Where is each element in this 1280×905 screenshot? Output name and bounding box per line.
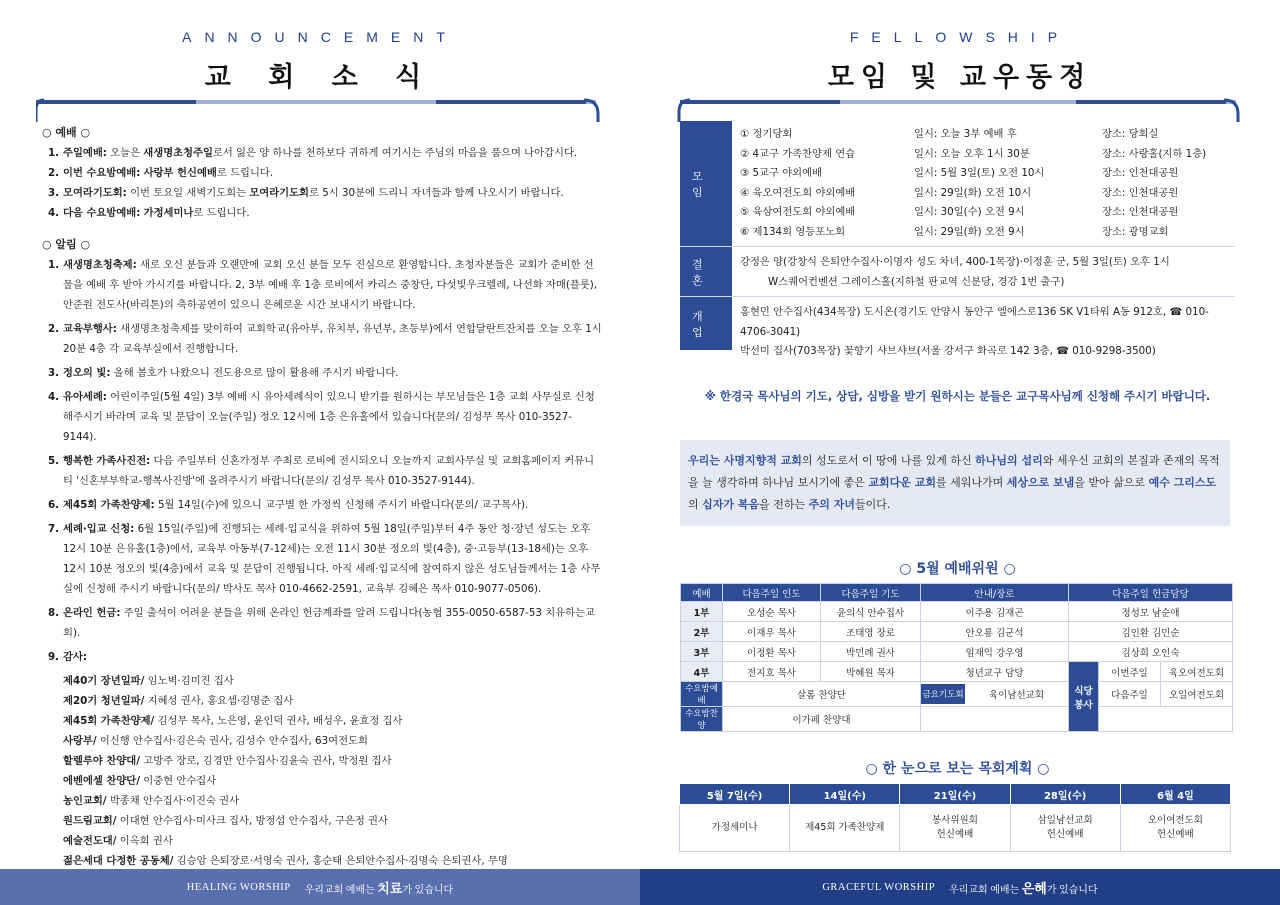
item-label: 제45회 가족찬양제: [63,499,155,511]
thanks-names: 지혜성 권사, 홍요셉·김명준 집사 [144,695,294,707]
item-number: 7. [48,523,60,535]
thanks-names: 이대현 안수집사·미사크 집사, 방정섭 안수집사, 구은정 권사 [116,815,388,827]
fri-label: 금요기도회 [921,684,965,704]
meeting-time: 일시: 29일(화) 오전 10시 [914,186,1032,199]
item-label: 모여라기도회: [63,187,127,199]
notice-item [42,495,602,515]
item-number: 2. [48,323,60,335]
plan-event [900,805,1010,852]
notice-item [42,363,602,383]
wedding-label: 결 혼 [680,247,732,296]
fri-cell [921,682,1069,707]
thanks-group: 농인교회/ [63,795,107,807]
thanks-names: 이옥희 권사 [116,835,173,847]
meeting-name: ⑥ 제134회 영등포노회 [740,225,846,238]
vision-text: 을 전하는 [759,498,809,511]
fellowship-page [640,0,1280,905]
meeting-item [740,145,1235,165]
business-text [732,297,1235,357]
thanks-item [42,831,602,851]
plan-event-line: 제45회 가족찬양제 [805,822,885,833]
lead-cell: 전지호 목사 [723,662,821,682]
worship-item [42,183,602,203]
usher-cell: 안오룡 김군석 [921,622,1069,642]
plan-event [680,805,790,852]
worship-table-row [681,642,1233,662]
item-number: 6. [48,499,60,511]
plan-event [790,805,900,852]
offering-cell: 정성모 남순애 [1069,602,1233,622]
meeting-place: 장소: 사랑홀(지하 1층) [1102,147,1207,160]
dining-when: 이번주일 [1099,662,1161,682]
section-eyebrow: ANNOUNCEMENT [182,29,458,45]
meeting-place: 장소: 인천대공원 [1102,186,1179,199]
plan-title: ○ 한 눈으로 보는 목회계획 ○ [865,761,1050,777]
meeting-item [740,164,1235,184]
notice-item [42,519,602,599]
worship-table-header: 예배 [681,584,723,602]
item-text [63,451,602,491]
vision-highlight: 우리는 사명지향적 교회 [688,454,802,467]
item-body: 새생명초청축제를 맞이하여 교회학교(유아부, 유치부, 유년부, 초등부)에서 연합달란트잔치를 오늘 오후 1시 20분 4층 각 교육부실에서 진행합니다. [63,323,602,355]
meeting-time: 일시: 29일(화) 오전 9시 [914,225,1025,238]
worship-table-header: 다음주일 기도 [821,584,921,602]
item-number: 8. [48,607,60,619]
item-number: 1. [48,147,60,159]
item-body: 주일 출석이 어려운 분들을 위해 온라인 헌금계좌를 알려 드립니다(농협 355-0050-6587-53 치유하는교회). [63,607,595,639]
meeting-place: 장소: 인천대공원 [1102,206,1179,218]
thanks-item [42,811,602,831]
item-label: 행복한 가족사진전: [63,455,151,467]
item-body: 새로 오신 분들과 오랜만에 교회 오신 분들 모두 진심으로 환영합니다. 초청자분들은 교회가 준비한 선물을 예배 후 받아 가시기를 바랍니다. 2, 3부 예배 후 1층 로비에서 카리스 중창단, 다섯빛우크렐레, 나선화 자매(플룻), 안준원 전도사(바리톤)의 축하공연이 있으니 은혜로운 시간 보내시기 바랍니다. [63,259,598,311]
business-line: 박선미 집사(703목장) 꽃향기 샤브샤브(서울 강서구 화곡로 142 3층, ☎ 010-9298-3500) [740,345,1156,357]
worship-table-row [681,707,1233,732]
meeting-item [740,125,1235,145]
worship-table-row [681,622,1233,642]
item-highlight: 새생명초청주일 [143,147,213,159]
thanks-group: 에벤에셀 찬양단/ [63,775,140,787]
dining-label: 식당봉사 [1069,662,1099,732]
vision-text: 을 받아 삶으로 [1074,476,1149,489]
item-text [63,163,602,183]
page-footer [640,869,1280,905]
item-number: 9. [48,651,60,663]
wedding-line: 강정은 양(강창식 은퇴안수집사·이명자 성도 차녀, 400-1목장)·이정훈 군, 5월 3일(토) 오후 1시 [740,256,1170,268]
lead-cell: 이정환 목사 [723,642,821,662]
footer-tagline-en: GRACEFUL WORSHIP [822,881,936,893]
item-body: 올해 봄호가 나왔으니 전도용으로 많이 활용해 주시기 바랍니다. [110,367,399,379]
plan-event-line: 헌신예배 [1046,829,1084,840]
item-text [63,363,602,383]
item-number: 3. [48,367,60,379]
thanks-item [42,691,602,711]
worship-table-header: 안내/장로 [921,584,1069,602]
item-number: 5. [48,455,60,467]
vision-text: 의 [688,498,703,511]
business-row [680,297,1235,357]
dining-group: 육오여전도회 [1161,662,1233,682]
meeting-time: 일시: 오늘 3부 예배 후 [914,128,1017,140]
item-text [63,319,602,359]
meeting-time: 일시: 30일(수) 오전 9시 [914,206,1025,218]
church-vision [680,440,1230,526]
meeting-name: ⑤ 육삼여전도회 야외예배 [740,206,856,218]
plan-event-line: 봉사위원회 [932,815,978,826]
pastor-notice: ※ 한경국 목사님의 기도, 상담, 심방을 받기 원하시는 분들은 교구목사님께 신청해 주시기 바랍니다. [704,389,1211,403]
meeting-place: 장소: 광명교회 [1102,225,1169,238]
empty-cell [921,707,1069,732]
service-label: 3부 [681,642,723,662]
item-post: 로 드립니다. [216,167,274,179]
footer-tagline-ko: 우리교회 예배는 은혜가 있습니다 [949,880,1098,896]
worship-committee-title: ○ 5월 예배위원 ○ [899,561,1016,577]
page-title: 모임 및 교우동정 [827,62,1093,93]
plan-date: 6월 4일 [1120,784,1230,805]
thanks-names: 고방주 장로, 김경만 안수집사·김윤숙 권사, 박정원 집사 [139,755,392,767]
item-post: 로 드립니다. [193,207,250,219]
service-label: 2부 [681,622,723,642]
thanks-item [42,851,602,871]
worship-table-header: 다음주일 인도 [723,584,821,602]
plan-event-line: 오이여전도회 [1147,815,1203,826]
worship-table-row [681,662,1233,682]
item-body: 5월 14일(수)에 있으니 교구별 한 가정씩 신청해 주시기 바랍니다(문의/ 교구목사). [154,499,529,511]
worship-item [42,203,602,223]
vision-highlight: 교회다운 교회 [868,476,936,489]
item-text [63,203,602,223]
item-label: 온라인 헌금: [63,607,121,619]
thanks-group: 원드림교회/ [63,815,117,827]
worship-item [42,163,602,183]
wedding-line: W스퀘어컨벤션 그레이스홀(지하철 판교역 신분당, 경강 1번 출구) [768,275,1065,288]
wedding-row [680,247,1235,297]
item-label: 유아세례: [63,391,107,403]
wed2-label: 수요밤찬양 [681,707,723,732]
meeting-row [680,121,1235,247]
plan-event [1010,805,1120,852]
item-post: 로서 잃은 양 하나를 천하보다 귀하게 여기시는 주님의 마음을 품으며 나아갑시다. [212,147,578,159]
page-footer [0,869,640,905]
item-text [63,255,602,315]
prayer-cell: 윤의식 안수집사 [821,602,921,622]
vision-highlight: 주의 자녀 [808,498,855,511]
item-pre: 이번 토요일 새벽기도회는 [126,187,250,199]
item-number: 3. [48,187,60,199]
plan-event-line: 헌신예배 [936,829,974,840]
prayer-cell: 박민례 권사 [821,642,921,662]
thanks-names: 이신행 안수집사·김은숙 권사, 김성수 안수집사, 63여전도회 [96,735,368,747]
usher-cell: 이주용 김재곤 [921,602,1069,622]
fri-value: 육이남선교회 [988,690,1045,701]
notice-item [42,647,602,667]
meeting-name: ③ 5교구 야외예배 [740,167,823,179]
item-number: 4. [48,391,60,403]
offering-cell: 김인환 김민순 [1069,622,1233,642]
thanks-names: 박종채 안수집사·이진숙 권사 [106,795,240,807]
thanks-item [42,711,602,731]
thanks-item [42,751,602,771]
plan-date: 28일(수) [1010,784,1120,805]
item-label: 감사: [63,651,88,663]
item-label: 세례·입교 신청: [63,523,135,535]
meeting-item [740,223,1235,243]
meeting-name: ② 4교구 가족찬양제 연습 [740,147,856,160]
notice-item [42,387,602,447]
thanks-group: 사랑부/ [63,735,97,747]
worship-header: ○ 예배 ○ [42,126,91,139]
worship-table-row [681,602,1233,622]
item-text [63,603,602,643]
footer-tagline-ko: 우리교회 예배는 치료가 있습니다 [304,880,454,896]
item-text [63,495,602,515]
thanks-group: 제45회 가족찬양제/ [63,715,155,727]
service-label: 4부 [681,662,723,682]
item-body: 6월 15일(주일)에 진행되는 세례·입교식을 위하여 5월 18일(주일)부터 4주 동안 청·장년 성도는 오후 12시 10분 은유홀(1층)에서, 교육부 아동부(7-12세)는 오전 11시 30분 정오의 빛(4층), 중·고등부(13-18세)는 오후 12시 10분 정오의 빛(4층)에서 교육 및 문답이 진행됩니다. 아직 세례·입교식에 참여하지 않은 성도님들께서는 1층 사무실에 신청해 주시기 바랍니다(문의/ 박사도 목사 010-4662-2591, 교육부 김혜은 목사 010-9077-0506). [63,523,601,595]
page-title: 교 회 소 식 [204,62,436,93]
plan-date: 14일(수) [790,784,900,805]
meeting-list [732,121,1235,246]
item-pre: 오늘은 [106,147,144,159]
lead-cell: 이재우 목사 [723,622,821,642]
item-text [63,183,602,203]
plan-event [1120,805,1230,852]
item-label: 주일예배: [63,147,107,159]
item-text [63,647,602,667]
notice-item [42,603,602,643]
meeting-name: ④ 육오여전도회 야외예배 [740,186,856,199]
thanks-item [42,731,602,751]
item-number: 4. [48,207,60,219]
meeting-time: 일시: 오늘 오후 1시 30분 [914,147,1030,160]
vision-text: 를 세워나가며 [935,476,1007,489]
meeting-item [740,203,1235,223]
plan-date: 21일(수) [900,784,1010,805]
notice-item [42,255,602,315]
thanks-group: 제40기 장년일파/ [63,675,145,687]
meeting-time: 일시: 5월 3일(토) 오전 10시 [914,167,1045,179]
thanks-names: 김승암 은퇴장로·서영숙 권사, 홍순태 은퇴안수집사·김명숙 은퇴권사, 무명 [173,855,508,867]
wed2-value: 이가페 찬양대 [723,707,921,732]
item-highlight: 모여라기도회 [249,187,310,199]
announcement-content [42,121,602,871]
worship-committee-table [680,583,1233,732]
pastoral-plan-table [679,783,1231,852]
item-number: 2. [48,167,60,179]
prayer-cell: 조태영 장로 [821,622,921,642]
meeting-place: 장소: 인천대공원 [1102,167,1179,179]
dining-when: 다음주일 [1099,682,1161,707]
plan-event-line: 삼일남선교회 [1037,815,1093,826]
empty-cell [1099,707,1233,732]
item-text [63,143,602,163]
worship-list [42,143,602,223]
item-label: 이번 수요밤예배: [63,167,141,179]
usher-cell: 임재익 강우영 [921,642,1069,662]
plan-event-line: 헌신예배 [1157,829,1194,840]
vision-highlight: 예수 그리스도 [1148,476,1217,489]
item-body: 다음 주일부터 신혼가정부 주최로 로비에 전시되오니 오늘까지 교회사무실 및 교회홈페이지 커뮤니티 '신혼부부학교-행복사진방'에 올려주시기 바랍니다(문의/ 김성무 목사 010-3527-9144). [63,455,595,487]
vision-highlight: 하나님의 섭리 [975,454,1043,467]
service-label: 1부 [681,602,723,622]
item-post: 로 5시 30분에 드리니 자녀들과 함께 나오시기 바랍니다. [309,187,564,199]
lead-cell: 오성순 목사 [723,602,821,622]
meeting-name: ① 정기당회 [740,128,793,140]
vision-text: 들이다. [854,498,891,511]
dining-group: 오일여전도회 [1161,682,1233,707]
business-label: 개 업 [680,297,732,350]
thanks-group: 예술전도대/ [63,835,117,847]
item-highlight: 사랑부 헌신예배 [143,167,217,179]
thanks-names: 임노벽·김미진 집사 [144,675,234,687]
meeting-item [740,184,1235,204]
section-eyebrow: FELLOWSHIP [849,29,1071,45]
title-band [676,98,1242,122]
title-band [36,98,602,122]
wedding-text [732,247,1235,296]
item-label: 다음 수요밤예배: [63,207,141,219]
worship-table-header: 다음주일 헌금담당 [1069,584,1233,602]
wed-label: 수요밤예배 [681,682,723,707]
thanks-item [42,771,602,791]
prayer-cell: 박혜원 목자 [821,662,921,682]
meeting-place: 장소: 당회실 [1102,128,1159,140]
item-label: 교육부행사: [63,323,117,335]
thanks-names: 이중현 안수집사 [139,775,217,787]
thanks-group: 할렐루야 찬양대/ [63,755,140,767]
thanks-item [42,671,602,691]
plan-event-line: 가정세미나 [711,822,758,833]
thanks-group: 젊은세대 다정한 공동체/ [63,855,174,867]
plan-date: 5월 7일(수) [680,784,790,805]
item-text [63,387,602,447]
worship-item [42,143,602,163]
vision-highlight: 십자가 복음 [702,498,760,511]
business-line: 홍현민 안수집사(434목장) 도시온(경기도 안양시 동안구 엘에스로136 SK V1타워 A동 912호, ☎ 010-4706-3041) [740,306,1209,338]
fellowship-table [680,121,1235,357]
worship-table-row [681,682,1233,707]
vision-text: 와 세우신 교회의 본질과 존재의 목적을 늘 생각하며 하나님 보시기에 좋은 [688,454,1220,489]
notice-item [42,319,602,359]
item-body: 어린이주일(5월 4일) 3부 예배 시 유아세례식이 있으니 받기를 원하시는 부모님들은 1층 교회 사무실로 신청해주시기 바라며 교육 및 문답이 오늘(주일) 정오 12시에 1층 은유홀에서 있습니다(문의/ 김성무 목사 010-3527-9144). [63,391,595,443]
wed-value: 살롬 찬양단 [723,682,921,707]
notice-item [42,451,602,491]
item-label: 새생명초청축제: [63,259,137,271]
thanks-list [42,671,602,871]
thanks-group: 제20기 청년일파/ [63,695,145,707]
vision-highlight: 세상으로 보냄 [1006,476,1075,489]
item-text [63,519,602,599]
item-highlight: 가정세미나 [143,207,194,219]
footer-tagline-en: HEALING WORSHIP [186,881,291,893]
vision-text: 의 성도로서 이 땅에 나를 있게 하신 [801,454,976,467]
notice-list [42,255,602,667]
item-number: 1. [48,259,60,271]
usher-cell: 청년교구 담당 [921,662,1069,682]
offering-cell: 김상희 오인숙 [1069,642,1233,662]
thanks-item [42,791,602,811]
notice-header: ○ 알림 ○ [42,238,91,251]
item-label: 정오의 빛: [63,367,111,379]
thanks-names: 김성무 목사, 노은영, 윤인덕 권사, 배성우, 윤효정 집사 [154,715,403,727]
meeting-label: 모 임 [680,121,732,246]
